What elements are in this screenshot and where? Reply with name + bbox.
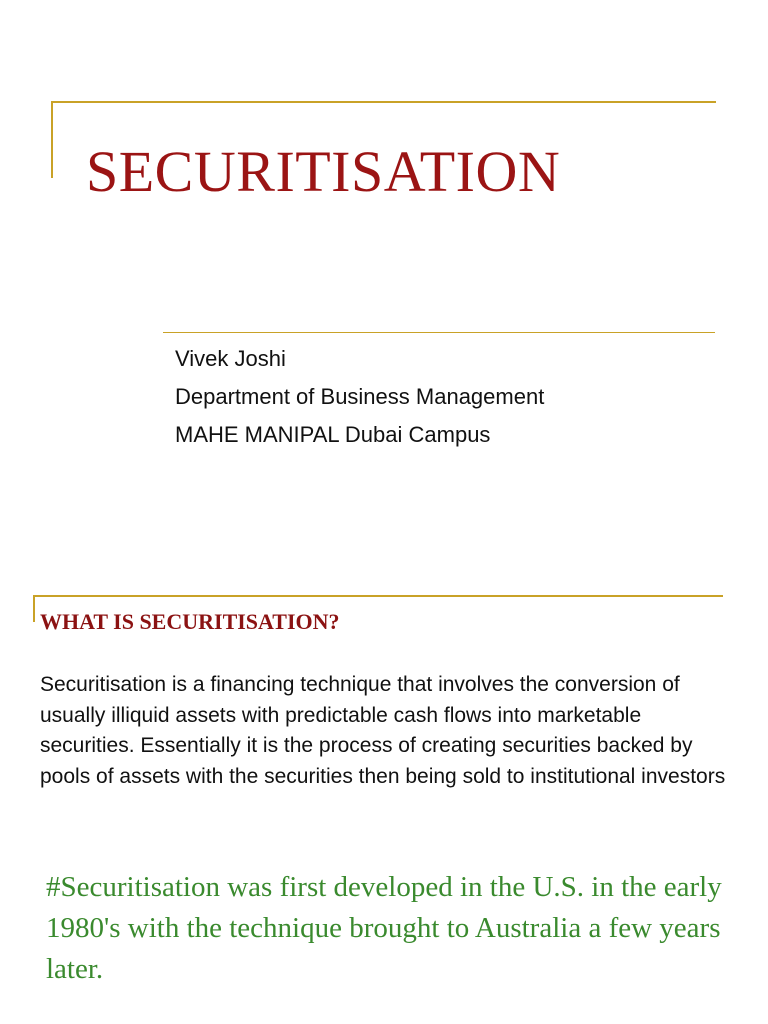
title-top-rule: [51, 101, 716, 103]
slide-title: SECURITISATION: [86, 139, 561, 204]
author-name: Vivek Joshi: [175, 346, 286, 371]
subtitle-block: [175, 340, 544, 454]
definition-paragraph: Securitisation is a financing technique that involves the conversion of usually illiquid assets with predictable cash flows into marketable securities. Essentially it is the process of creating securities backed by pools of assets with the securities then being sold to institutional investors: [40, 673, 726, 788]
slide-heading: WHAT IS SECURITISATION?: [40, 609, 340, 634]
definition-slide: [0, 580, 768, 1024]
author-department: Department of Business Management: [175, 384, 545, 409]
heading-top-rule: [33, 595, 723, 597]
history-note: #Securitisation was first developed in the U.S. in the early 1980's with the technique brought to Australia a few years later.: [46, 871, 722, 985]
title-left-rule: [51, 101, 53, 178]
subtitle-rule: [163, 332, 715, 333]
author-campus: MAHE MANIPAL Dubai Campus: [175, 422, 491, 447]
heading-left-rule: [33, 595, 35, 622]
